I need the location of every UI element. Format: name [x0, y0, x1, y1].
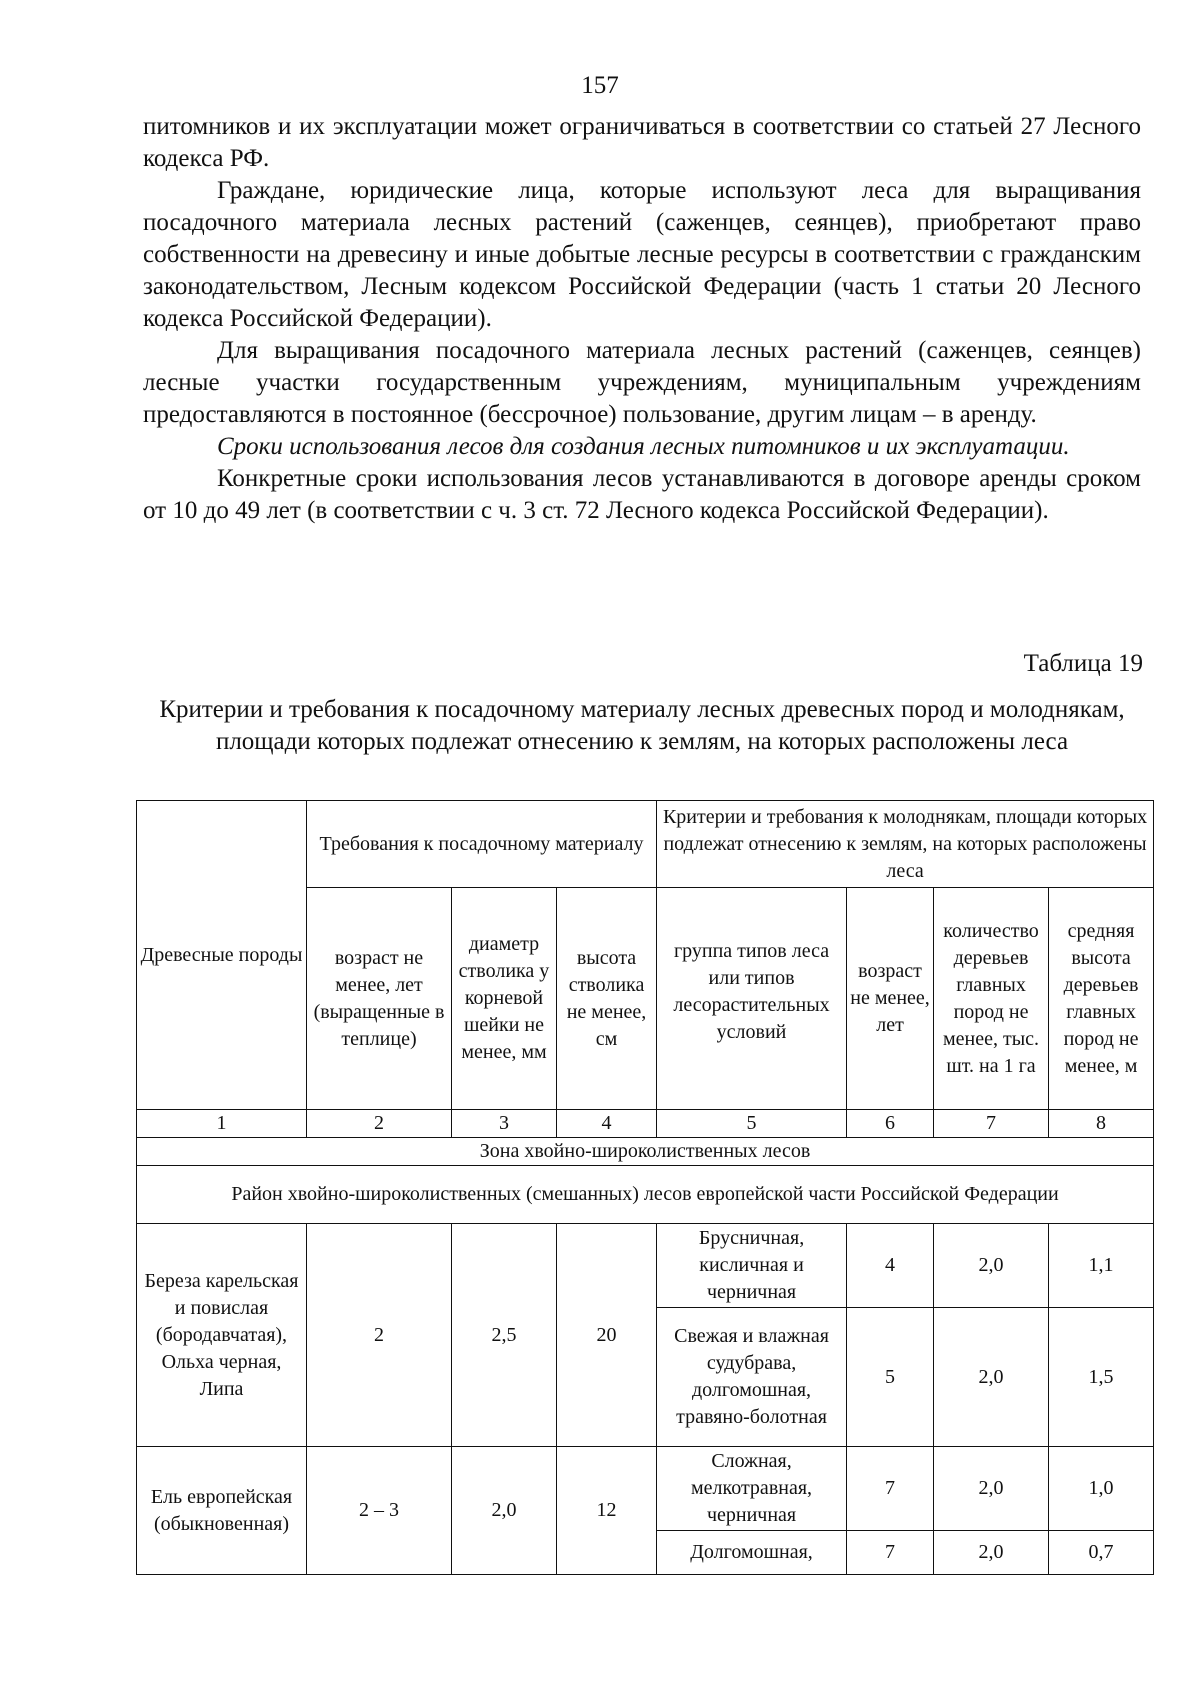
header-col-young-age: возраст не менее, лет — [847, 888, 934, 1110]
young-age-cell: 4 — [847, 1224, 934, 1308]
paragraph-continuation: питомников и их эксплуатации может ограничиваться в соответствии со статьей 27 Лесного кодекса РФ. — [143, 113, 1141, 172]
tree-count-cell: 2,0 — [934, 1531, 1049, 1575]
table-caption: Критерии и требования к посадочному материалу лесных древесных пород и молоднякам, площади которых подлежат отнесению к землям, на которых расположены леса — [159, 696, 1125, 755]
header-col-avg-height: средняя высота деревьев главных пород не менее, м — [1049, 888, 1154, 1110]
avg-height-cell: 0,7 — [1049, 1531, 1154, 1575]
avg-height-cell: 1,1 — [1049, 1224, 1154, 1308]
avg-height-cell: 1,5 — [1049, 1308, 1154, 1447]
column-number: 3 — [452, 1110, 557, 1138]
forest-type-cell: Свежая и влажная судубрава, долгомошная, травяно-болотная — [657, 1308, 847, 1447]
paragraph-ownership: Граждане, юридические лица, которые используют леса для выращивания посадочного материала лесных растений (саженцев, сеянцев), приобретают право собственности на древесину и иные добытые лесные ресурсы в соответствии с гражданским законодательством, Лесным кодексом Российской Федерации (часть 1 статьи 20 Лесного кодекса Российской Федерации). — [143, 177, 1141, 332]
header-young-stands: Критерии и требования к молоднякам, площади которых подлежат отнесению к землям, на которых расположены леса — [657, 801, 1154, 888]
young-age-cell: 5 — [847, 1308, 934, 1447]
young-age-cell: 7 — [847, 1531, 934, 1575]
header-species: Древесные породы — [137, 801, 307, 1110]
table-row — [137, 1447, 1154, 1531]
forest-type-cell: Долгомошная, — [657, 1531, 847, 1575]
header-col-forest-type: группа типов леса или типов лесорастительных условий — [657, 888, 847, 1110]
avg-height-cell: 1,0 — [1049, 1447, 1154, 1531]
column-number: 1 — [137, 1110, 307, 1138]
age-cell: 2 — [307, 1224, 452, 1447]
body-text — [143, 111, 1141, 527]
column-number: 2 — [307, 1110, 452, 1138]
young-age-cell: 7 — [847, 1447, 934, 1531]
diameter-cell: 2,0 — [452, 1447, 557, 1575]
forest-type-cell: Сложная, мелкотравная, черничная — [657, 1447, 847, 1531]
column-numbers-row — [137, 1110, 1154, 1138]
header-planting-material: Требования к посадочному материалу — [307, 801, 657, 888]
column-number: 6 — [847, 1110, 934, 1138]
column-number: 5 — [657, 1110, 847, 1138]
table-row — [137, 1224, 1154, 1308]
tree-count-cell: 2,0 — [934, 1224, 1049, 1308]
zone-row: Зона хвойно-широколиственных лесов — [137, 1138, 1154, 1166]
height-cell: 12 — [557, 1447, 657, 1575]
species-cell: Ель европейская (обыкновенная) — [137, 1447, 307, 1575]
column-number: 8 — [1049, 1110, 1154, 1138]
species-cell: Береза карельская и повислая (бородавчатая), Ольха черная, Липа — [137, 1224, 307, 1447]
header-col-height: высота стволика не менее, см — [557, 888, 657, 1110]
paragraph-lease-terms: Конкретные сроки использования лесов устанавливаются в договоре аренды сроком от 10 до 49 лет (в соответствии с ч. 3 ст. 72 Лесного кодекса Российской Федерации). — [143, 465, 1141, 524]
column-number: 4 — [557, 1110, 657, 1138]
tree-count-cell: 2,0 — [934, 1447, 1049, 1531]
column-number: 7 — [934, 1110, 1049, 1138]
criteria-table — [136, 800, 1154, 1575]
age-cell: 2 – 3 — [307, 1447, 452, 1575]
region-row: Район хвойно-широколиственных (смешанных) лесов европейской части Российской Федерации — [137, 1166, 1154, 1224]
header-col-age: возраст не менее, лет (выращенные в теплице) — [307, 888, 452, 1110]
tree-count-cell: 2,0 — [934, 1308, 1049, 1447]
section-heading-terms: Сроки использования лесов для создания лесных питомников и их эксплуатации. — [217, 433, 1070, 460]
header-col-tree-count: количество деревьев главных пород не менее, тыс. шт. на 1 га — [934, 888, 1049, 1110]
page-number: 157 — [581, 72, 619, 99]
header-col-diameter: диаметр стволика у корневой шейки не менее, мм — [452, 888, 557, 1110]
height-cell: 20 — [557, 1224, 657, 1447]
table-label: Таблица 19 — [1023, 650, 1143, 677]
paragraph-land-use: Для выращивания посадочного материала лесных растений (саженцев, сеянцев) лесные участки государственным учреждениям, муниципальным учреждениям предоставляются в постоянное (бессрочное) пользование, другим лицам – в аренду. — [143, 337, 1141, 428]
forest-type-cell: Брусничная, кисличная и черничная — [657, 1224, 847, 1308]
diameter-cell: 2,5 — [452, 1224, 557, 1447]
